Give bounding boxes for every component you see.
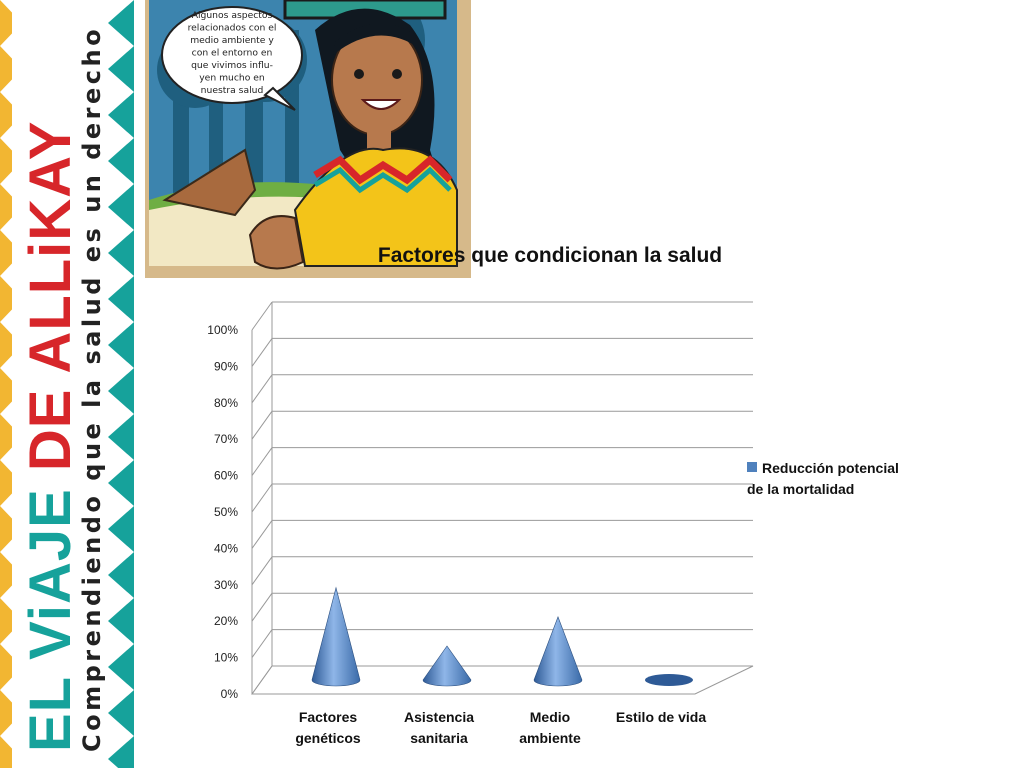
- legend-label-line: Reducción potencial: [762, 460, 899, 476]
- gridline-side: [252, 593, 272, 621]
- y-tick-label: 40%: [213, 541, 238, 556]
- y-tick-label: 50%: [213, 505, 238, 519]
- cone-mark: [312, 588, 360, 686]
- speech-line: con el entorno en: [191, 47, 273, 59]
- banner-title-part: EL: [18, 659, 83, 752]
- speech-line: nuestra salud: [200, 85, 264, 96]
- chart-legend: [747, 458, 947, 500]
- banner-title-part: ALLiKAY: [18, 120, 83, 374]
- speech-line: relacionados con el: [187, 22, 277, 34]
- gridline-side: [252, 302, 272, 330]
- speech-line: yen mucho en: [199, 72, 265, 84]
- y-tick-label: 30%: [213, 577, 238, 592]
- gridline-side: [252, 448, 272, 476]
- gridline-side: [252, 375, 272, 403]
- banner-title-part: DE: [18, 373, 83, 472]
- gridline-side: [252, 557, 272, 585]
- x-tick-label: Factores genéticos: [295, 709, 361, 746]
- y-tick-label: 70%: [213, 432, 238, 447]
- gridline-side: [252, 520, 272, 548]
- banner-subtitle: Comprendiendo que la salud es un derecho: [78, 25, 106, 752]
- chart-title: Factores que condicionan la salud: [377, 244, 723, 267]
- x-tick-label: Asistencia sanitaria: [403, 709, 475, 746]
- x-tick-label: Medio ambiente: [519, 709, 581, 746]
- speech-line: Algunos aspectos: [191, 10, 273, 21]
- speech-line: medio ambiente y: [190, 35, 274, 46]
- y-tick-label: 90%: [213, 359, 238, 374]
- gridline-side: [252, 484, 272, 512]
- y-tick-label: 60%: [213, 468, 238, 483]
- legend-swatch: [747, 462, 757, 472]
- legend-entry: [747, 458, 947, 479]
- y-tick-label: 80%: [213, 395, 238, 410]
- banner-title-part: ViAJE: [18, 471, 83, 660]
- y-tick-label: 20%: [213, 614, 238, 629]
- gridline-side: [252, 338, 272, 366]
- speech-line: que vivimos influ-: [191, 60, 273, 71]
- cone-mark: [534, 617, 582, 686]
- y-tick-label: 10%: [213, 650, 238, 665]
- gridline-side: [252, 630, 272, 658]
- y-tick-label: 0%: [220, 687, 238, 701]
- legend-label-line: de la mortalidad: [747, 481, 855, 497]
- x-tick-label: Estilo de vida: [615, 709, 707, 725]
- cone-mark: [645, 674, 693, 686]
- gridline-side: [252, 411, 272, 439]
- y-tick-label: 100%: [207, 323, 238, 337]
